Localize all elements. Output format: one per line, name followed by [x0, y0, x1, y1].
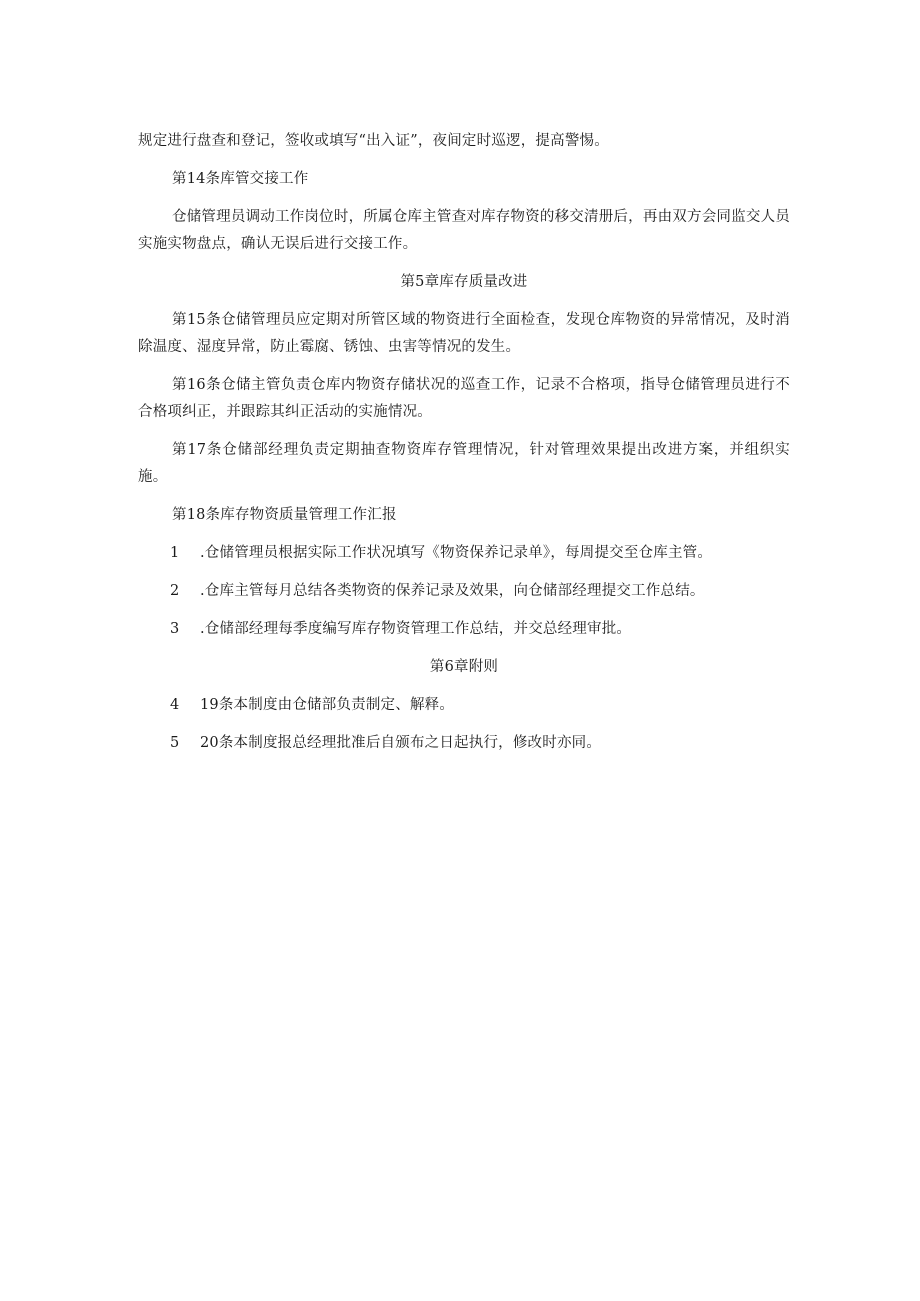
list-item	[138, 616, 790, 643]
list-number: 4	[170, 697, 180, 713]
article-17: 第17条仓储部经理负责定期抽查物资库存管理情况，针对管理效果提出改进方案，并组织实施。	[138, 442, 790, 485]
list-item-text: .仓储管理员根据实际工作状况填写《物资保养记录单》，每周提交至仓库主管。	[200, 545, 713, 561]
list-number: 1	[170, 545, 180, 561]
list-item-text: .仓库主管每月总结各类物资的保养记录及效果，向仓储部经理提交工作总结。	[200, 583, 705, 599]
list-item	[138, 730, 790, 757]
article-14-heading: 第14条库管交接工作	[172, 171, 309, 187]
chapter-5-heading: 第5章库存质量改进	[400, 274, 528, 290]
list-item-text: 20条本制度报总经理批准后自颁布之日起执行，修改时亦同。	[200, 735, 602, 751]
list-item-text: 19条本制度由仓储部负责制定、解释。	[200, 697, 455, 713]
list-number: 2	[170, 583, 180, 599]
chapter-6-heading: 第6章附则	[429, 659, 499, 675]
article-18-heading: 第18条库存物资质量管理工作汇报	[172, 507, 397, 523]
list-number: 3	[170, 621, 180, 637]
list-item-text: .仓储部经理每季度编写库存物资管理工作总结，并交总经理审批。	[200, 621, 632, 637]
paragraph-continuation: 规定进行盘查和登记，签收或填写“出入证”，夜间定时巡逻，提高警惕。	[138, 133, 609, 149]
article-14-body: 仓储管理员调动工作岗位时，所属仓库主管查对库存物资的移交清册后，再由双方会同监交人员实施实物盘点，确认无误后进行交接工作。	[138, 209, 790, 252]
document-body	[138, 128, 790, 768]
list-item	[138, 540, 790, 567]
list-item	[138, 578, 790, 605]
list-number: 5	[170, 735, 180, 751]
article-16: 第16条仓储主管负责仓库内物资存储状况的巡查工作，记录不合格项，指导仓储管理员进行不合格项纠正，并跟踪其纠正活动的实施情况。	[138, 377, 790, 420]
list-item	[138, 692, 790, 719]
article-15: 第15条仓储管理员应定期对所管区域的物资进行全面检查，发现仓库物资的异常情况，及时消除温度、湿度异常，防止霉腐、锈蚀、虫害等情况的发生。	[138, 312, 790, 355]
